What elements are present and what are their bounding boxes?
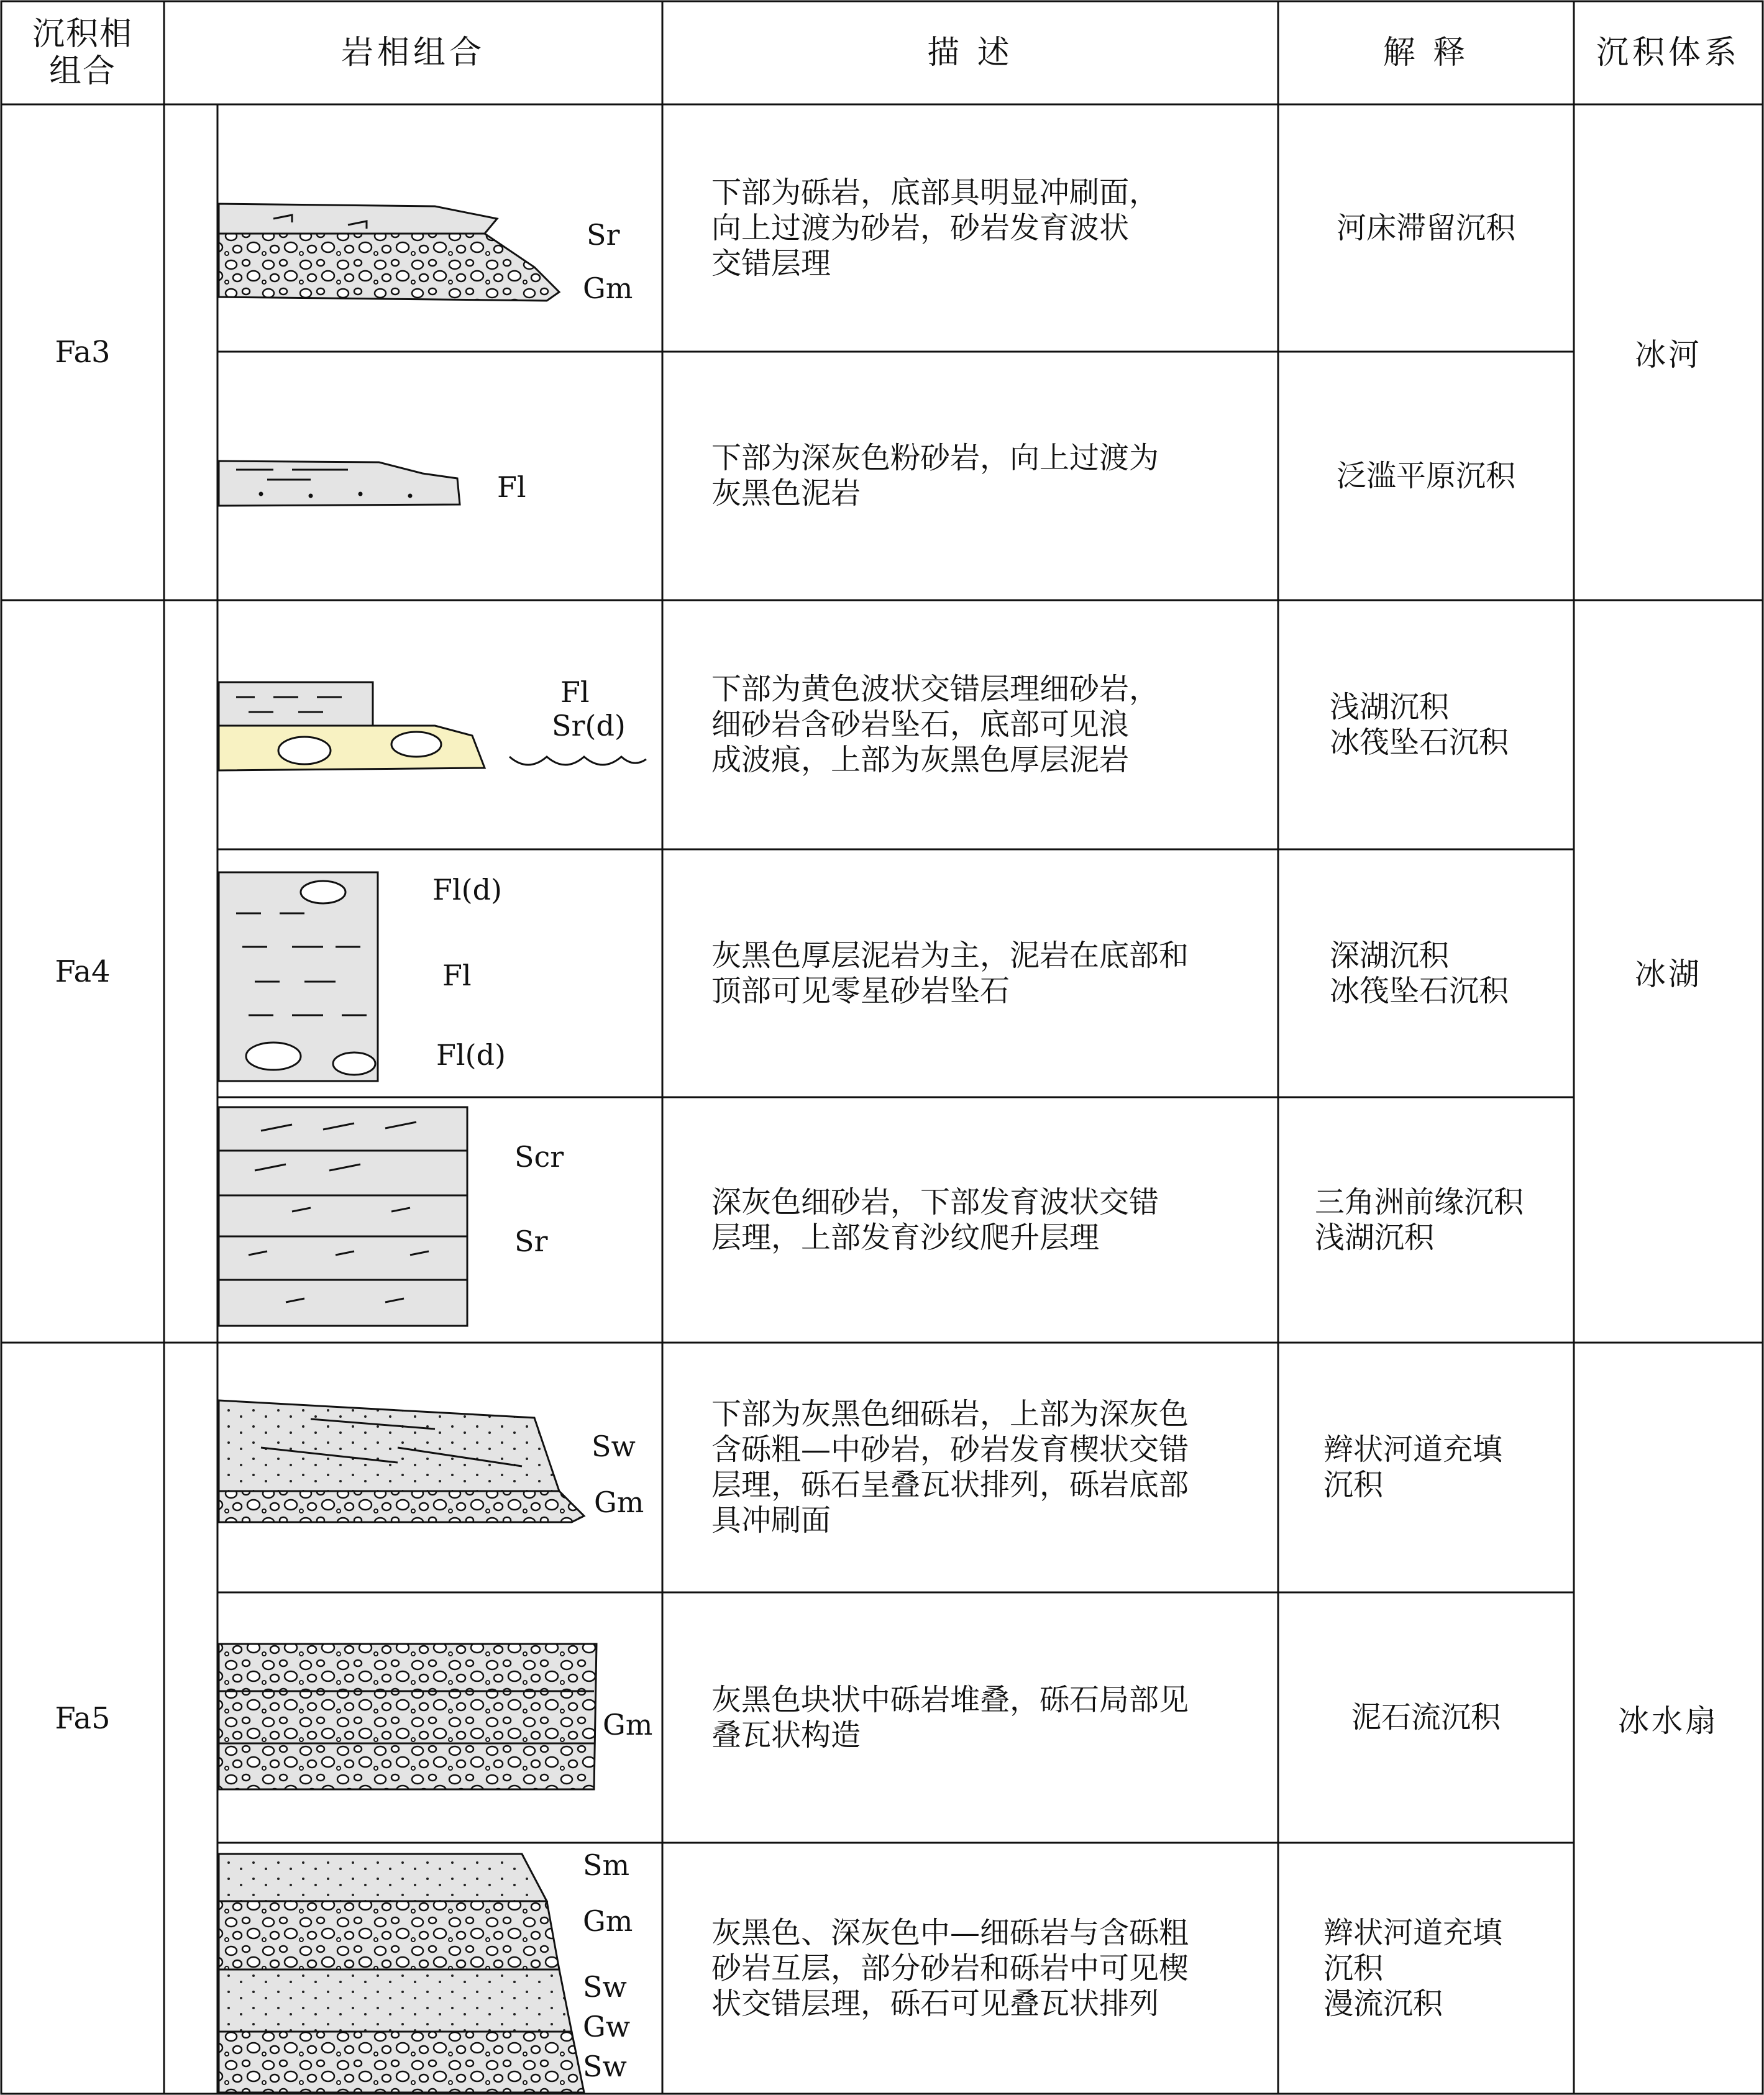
description-row7: 灰黑色块状中砾岩堆叠，砾石局部见 叠瓦状构造 (711, 1682, 1189, 1753)
interpretation-row4: 深湖沉积 冰筏坠石沉积 (1330, 938, 1509, 1008)
lithofacies-code: Gw (583, 2010, 631, 2043)
description-row5: 深灰色细砂岩，下部发育波状交错 层理，上部发育沙纹爬升层理 (711, 1184, 1159, 1255)
header-interpretation: 解 释 (1382, 34, 1469, 71)
lithofacies-code: Sr (587, 218, 620, 252)
lithology-sketch-row7 (219, 1644, 596, 1789)
lithofacies-code: Fl(d) (432, 873, 502, 906)
lithofacies-code: Gm (594, 1486, 644, 1519)
interpretation-row6: 辫状河道充填 沉积 (1323, 1432, 1503, 1502)
lithology-sketch-row8 (219, 1854, 584, 2093)
interpretation-row1: 河床滞留沉积 (1336, 210, 1515, 245)
description-row2: 下部为深灰色粉砂岩，向上过渡为 灰黑色泥岩 (711, 440, 1159, 511)
description-row6: 下部为灰黑色细砾岩，上部为深灰色 含砾粗—中砂岩，砂岩发育楔状交错 层理，砾石呈叠瓦状排列，砾岩底部 具冲刷面 (711, 1397, 1189, 1538)
header-description: 描 述 (927, 34, 1013, 71)
lithology-sketch-row5 (219, 1107, 467, 1326)
lithofacies-code: Gm (603, 1708, 653, 1741)
lithofacies-code: Fl(d) (436, 1038, 506, 1072)
header-facies-association: 沉积相 组合 (32, 16, 133, 90)
lithofacies-code: Sw (583, 2050, 627, 2083)
interpretation-row7: 泥石流沉积 (1351, 1700, 1501, 1735)
lithofacies-code: Sr(d) (552, 709, 626, 742)
lithology-sketch-row4 (219, 872, 378, 1081)
description-row4: 灰黑色厚层泥岩为主，泥岩在底部和 顶部可见零星砂岩坠石 (711, 938, 1189, 1008)
lithofacies-code: Sw (583, 1970, 627, 2004)
group-code-fa5: Fa5 (55, 1700, 111, 1736)
lithofacies-code: Sm (583, 1848, 630, 1882)
lithofacies-code: Sr (514, 1225, 548, 1258)
lithofacies-code: Scr (514, 1140, 564, 1174)
description-row3: 下部为黄色波状交错层理细砂岩， 细砂岩含砂岩坠石，底部可见浪 成波痕，上部为灰黑色厚层泥岩 (711, 672, 1159, 777)
lithology-sketch-row6 (219, 1400, 584, 1522)
interpretation-row5: 三角洲前缘沉积 浅湖沉积 (1315, 1184, 1524, 1255)
lithofacies-code: Fl (560, 675, 590, 709)
system-glacial-fan: 冰水扇 (1618, 1702, 1719, 1739)
lithofacies-code: Fl (442, 959, 472, 992)
lithofacies-code: Fl (497, 470, 526, 504)
lithology-sketch-row1 (219, 204, 559, 301)
group-code-fa4: Fa4 (55, 954, 111, 989)
lithofacies-code: Sw (592, 1430, 636, 1463)
interpretation-row2: 泛滥平原沉积 (1336, 458, 1515, 493)
interpretation-row8: 辫状河道充填 沉积 漫流沉积 (1323, 1915, 1503, 2021)
lithofacies-code: Gm (583, 272, 633, 305)
group-code-fa3: Fa3 (55, 335, 111, 370)
system-glacial-river: 冰河 (1635, 337, 1702, 373)
lithology-sketch-row2 (219, 461, 460, 506)
system-glacial-lake: 冰湖 (1635, 956, 1702, 992)
description-row8: 灰黑色、深灰色中—细砾岩与含砾粗 砂岩互层，部分砂岩和砾岩中可见楔 状交错层理，砾石可见叠瓦状排列 (711, 1915, 1189, 2021)
header-depositional-system: 沉积体系 (1596, 34, 1740, 71)
interpretation-row3: 浅湖沉积 冰筏坠石沉积 (1330, 689, 1509, 760)
description-row1: 下部为砾岩，底部具明显冲刷面， 向上过渡为砂岩，砂岩发育波状 交错层理 (711, 175, 1159, 281)
header-lithofacies: 岩相组合 (340, 34, 485, 71)
lithofacies-code: Gm (583, 1904, 633, 1938)
